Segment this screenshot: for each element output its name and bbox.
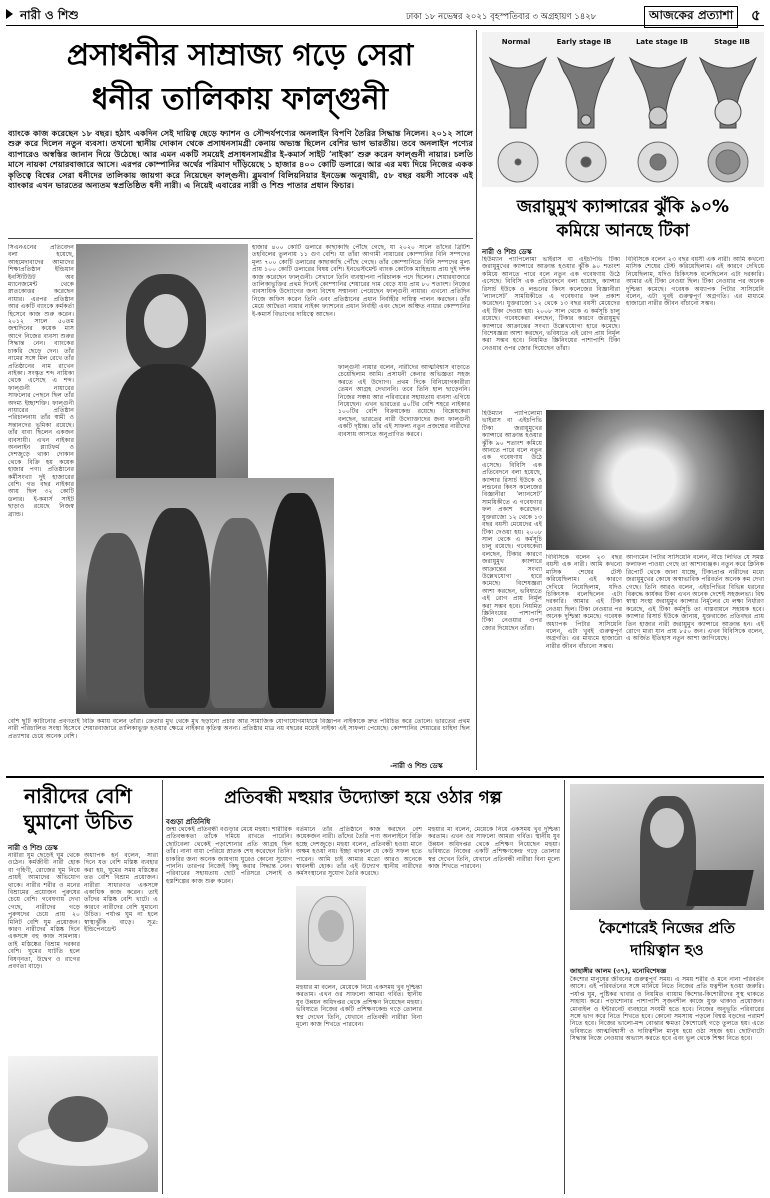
story3-headline-line2: ঘুমানো উচিত bbox=[23, 810, 133, 834]
story1-bottom-text: বেশি ছুটি কাটানোর প্রবণতাই বিক্রি কমায় বলেন তাঁরা। ক্রেতার মুখ থেকে মুখ ছড়ানো প্রচার আর সামাজিক যোগাযোগমাধ্যমে বিজ্ঞাপন নাইকাকে দ্রুত পরিচিত করে তোলে। ভারতের প্রথম নারী পরিচালিত সংস্থা হিসেবে শেয়ারবাজারে তালিকাভুক্ত হওয়ার ক্ষেত্রে নাইকার কৃতিত্ব অনন্য। প্রতিষ্ঠার মাত্র নয় বছরের মধ্যেই নাইকা এই সাফল্য পেয়েছে। কোম্পানির শেয়ারের চাহিদা ছিল প্রত্যাশার চেয়ে অনেক বেশি। bbox=[8, 718, 470, 740]
story4-column-c: মহুয়ার মা বলেন, মেয়েকে নিয়ে একসময় খুব দুশ্চিন্তা করতাম। এখন ওর সাফল্যে আমরা গর্বিত। স্থানীয় যুব উন্নয়ন অধিদপ্তর থেকে প্রশিক্ষণ নিয়েছেন মহুয়া। ভবিষ্যতে নিজের একটি প্রশিক্ষণকেন্দ্র গড়ে তোলার স্বপ্ন দেখেন তিনি, যেখানে প্রতিবন্ধী নারীরা বিনা মূল্যে কাজ শিখতে পারবেন। bbox=[428, 826, 560, 871]
story4-column-a: জন্ম থেকেই প্রতিবন্ধী বগুড়ার মেয়ে মহুয়া। শারীরিক প্রতিবন্ধকতা তাঁকে দমিয়ে রাখতে পারেনি। ছোটবেলা থেকেই পড়াশোনার প্রতি আগ্রহ ছিল তাঁর। নানা বাধা পেরিয়ে স্নাতক শেষ করেছেন তিনি। চাকরির জন্য অনেক জায়গায় ঘুরেও কোনো সুযোগ পাননি। তারপর নিজেই কিছু করার সিদ্ধান্ত নেন। পরিবারের সহায়তায় ছোট পরিসরে সেলাই ও হস্তশিল্পের কাজ শুরু করেন। bbox=[166, 826, 292, 885]
family-person-4 bbox=[268, 493, 326, 708]
column-divider bbox=[564, 780, 565, 1194]
teen-girl-photo bbox=[570, 784, 764, 910]
story2-column-d: বিবিসিকে বলেন ২৩ বছর বয়সী এক নারী। আমি কখনো মাসিক শেষের টেস্ট করিয়েছিলাম। এই কারণে দেখিয়ে নিয়েছিলাম, যদিও চিকিৎসক বলেছিলেন এটা দরকারি। আমার এই টিকা নেওয়া ছিল। টিকা নেওয়ার পর অনেক দুশ্চিন্তা কমেছে। গবেষক অধ্যাপক পিটার সাসিয়েনি বলেন, এটা খুবই গুরুত্বপূর্ণ অগ্রগতি। এর মাধ্যমে হাজারো নারীর জীবন বাঁচানো সম্ভব। bbox=[546, 554, 622, 650]
uterus-normal bbox=[490, 58, 546, 128]
lower-divider bbox=[6, 776, 764, 778]
story5-body: কৈশোর মানুষের জীবনের গুরুত্বপূর্ণ সময়। এ সময় শরীর ও মনে নানা পরিবর্তন আসে। এই পরিবর্তনের সঙ্গে মানিয়ে নিতে নিজের প্রতি যত্নশীল হওয়া জরুরি। পর্যাপ্ত ঘুম, পুষ্টিকর খাবার ও নিয়মিত ব্যায়াম কিশোর-কিশোরীদের সুস্থ থাকতে সাহায্য করে। পড়াশোনার পাশাপাশি সৃজনশীল কাজে যুক্ত থাকাও প্রয়োজন। মোবাইল ও ইন্টারনেট ব্যবহারে সংযমী হতে হবে। নিজের অনুভূতি পরিবারের সঙ্গে ভাগ করে নিতে শিখতে হবে। কোনো সমস্যায় পড়লে বিশ্বস্ত বড়দের পরামর্শ নিতে হবে। নিজের ভালো-মন্দ বোঝার ক্ষমতা কৈশোরেই গড়ে তুলতে হয়। এতে ভবিষ্যতে আত্মবিশ্বাসী ও দায়িত্বশীল মানুষ হয়ে ওঠা সহজ হয়। ছোটখাটো সিদ্ধান্ত নিজে নেওয়ার অভ্যাস করতে হবে এবং ভুল থেকে শিক্ষা নিতে হবে। bbox=[570, 976, 764, 1043]
paper-logo: আজকের প্রত্যাশা bbox=[644, 6, 738, 28]
column-divider bbox=[476, 30, 477, 770]
story2-column-a2: হিউম্যান প্যাপিলোমা ভাইরাস বা এইচপিভি টিকা জরায়ুমুখের ক্যান্সারে আক্রান্ত হওয়ার ঝুঁকি ৯০ শতাংশ কমিয়ে আনতে পারে বলে নতুন এক গবেষণায় উঠে এসেছে। বিবিসি এক প্রতিবেদনে বলা হয়েছে, ক্যান্সার রিসার্চ ইউকে ও লন্ডনের কিংস কলেজের বিজ্ঞানীরা ‘ল্যানসেট’ সাময়িকীতে এ গবেষণার ফল প্রকাশ করেছেন। যুক্তরাজ্যে ১২ থেকে ১৩ বছর বয়সী মেয়েদের এই টিকা দেওয়া হয়। ২০০৮ সাল থেকে এ কর্মসূচি চালু রয়েছে। গবেষকেরা বলছেন, টিকার কারণে জরায়ুমুখ ক্যান্সারে আক্রান্তের সংখ্যা উল্লেখযোগ্য হারে কমেছে। বিশেষজ্ঞরা আশা করছেন, ভবিষ্যতে এই রোগ প্রায় নির্মূল করা সম্ভব হবে। নিয়মিত স্ক্রিনিংয়ের পাশাপাশি টিকা নেওয়ার ওপর জোর দিয়েছেন তাঁরা। bbox=[482, 410, 542, 632]
story2-headline-line2: কমিয়ে আনছে টিকা bbox=[556, 221, 690, 241]
section-name: নারী ও শিশু bbox=[20, 8, 79, 22]
story5-headline-line1: কৈশোরেই নিজের প্রতি bbox=[598, 919, 736, 937]
story3-column-a: নারীরা ঘুম ছেড়েই ঘুম থেকে ওঠেন। কর্মজীবী নারী হোক বা গৃহিণী, রোজের ঘুম নিয়ে প্রায়ই আমাদের অভিযোগ থাকে। নারীর শরীর ও মনের বিশ্রামের প্রয়োজন পুরুষের চেয়ে বেশি। গবেষণায় দেখা গেছে, নারীদের গড়ে পুরুষদের চেয়ে প্রায় ২০ মিনিট বেশি ঘুম প্রয়োজন। কারণ নারীদের মস্তিষ্ক দিনে একসঙ্গে বহু কাজ সামলায়। তাই মস্তিষ্কের বিশ্রাম দরকার বেশি। ঘুমের ঘাটতি হলে বিষণ্নতা, উদ্বেগ ও রাগের প্রবণতা বাড়ে। bbox=[8, 852, 80, 971]
story2-headline-line1: জরায়ুমুখ ক্যান্সারের ঝুঁকি ৯০% bbox=[516, 197, 730, 217]
story1-right-column-2: ফাল্গুনী নায়ার বলেন, নারীদের আত্মবিশ্বাস বাড়াতে চেয়েছিলাম আমি। প্রসাধনী কেনার অভিজ্ঞতা সহজ করতে এই উদ্যোগ। প্রথম দিকে বিনিয়োগকারীরা তেমন আগ্রহ দেখাননি। তবে তিনি হাল ছাড়েননি। নিজের সঞ্চয় আর পরিবারের সহায়তায় ব্যবসা এগিয়ে নিয়েছেন। এখন ভারতের ৪০টির বেশি শহরে নাইকার ১০০টির বেশি বিক্রয়কেন্দ্র রয়েছে। বিশ্লেষকেরা বলছেন, ভারতের নারী উদ্যোক্তাদের জন্য ফাল্গুনী একটি দৃষ্টান্ত। তাঁর এই সাফল্য নতুন প্রজন্মের নারীদের ব্যবসায় আসতে অনুপ্রাণিত করবে। bbox=[338, 364, 470, 438]
portrait-face bbox=[144, 294, 188, 348]
dateline: ঢাকা ১৮ নভেম্বর ২০২১ বৃহস্পতিবার ৩ অগ্রহায়ণ ১৪২৮ bbox=[406, 12, 597, 22]
story1-left-column: সিএনএনের প্রতিবেদন বলা হয়েছে, আহমেদাবাদের আমাদের শিক্ষাপ্রতিষ্ঠান ইন্ডিয়ান ইনস্টিটিউট অব ম্যানেজমেন্ট থেকে স্নাতকোত্তর করেছেন নায়ার। এরপর প্রতিষ্ঠান আর একটি ব্যাংকে কর্মকর্তা হিসেবে কাজ শুরু করেন। ২০১২ সালে ৫০তম জন্মদিনের কয়েক মাস আগে নিজের ব্যবসা শুরুর সিদ্ধান্ত নেন। ব্যাংকের চাকরি ছেড়ে দেন। তাঁর নামের সঙ্গে মিল রেখে তাঁর প্রতিষ্ঠানের নাম রাখেন নাইকা। সংস্কৃত শব্দ নায়িকা থেকে এসেছে এ শব্দ। ফাল্গুনী নায়ারের সাফল্যের পেছনে ছিল তাঁর অদম্য ইচ্ছাশক্তি। ফাল্গুনী নায়ারের প্রতিষ্ঠান পরিচালনায় তাঁর স্বামী ও সন্তানদের ভূমিকা রয়েছে। তাঁর বাবা ছিলেন একজন ব্যবসায়ী। এখন নাইকার অনলাইন প্ল্যাটফর্ম ও দেশজুড়ে থাকা দোকান থেকে বিক্রি হয় কয়েক হাজার পণ্য। প্রতিষ্ঠানের কর্মীসংখ্যা দুই হাজারের বেশি। গত বছর নাইকার আয় ছিল ৩২ কোটি ডলার। ই-কমার্স সাইট ছাড়াও রয়েছে নিজস্ব ব্র্যান্ড। bbox=[8, 244, 74, 518]
portrait-body bbox=[116, 364, 216, 494]
mohua-portrait bbox=[296, 886, 366, 980]
story2-column-b: বিবিসিকে বলেন ২৩ বছর বয়সী এক নারী। আমি কখনো মাসিক শেষের টেস্ট করিয়েছিলাম। এই কারণে দেখিয়ে নিয়েছিলাম, যদিও চিকিৎসক বলেছিলেন এটা দরকারি। আমার এই টিকা নেওয়া ছিল। টিকা নেওয়ার পর অনেক দুশ্চিন্তা কমেছে। গবেষক অধ্যাপক পিটার সাসিয়েনি বলেন, এটা খুবই গুরুত্বপূর্ণ অগ্রগতি। এর মাধ্যমে হাজারো নারীর জীবন বাঁচানো সম্ভব। bbox=[626, 256, 764, 308]
story4-column-b: বর্তমানে তাঁর প্রতিষ্ঠানে কাজ করছেন বেশ কয়েকজন নারী। তাঁদের তৈরি পণ্য অনলাইনে বিক্রি হচ্ছে দেশজুড়ে। মহুয়া বলেন, প্রতিবন্ধী হওয়া মানে অক্ষম হওয়া নয়। ইচ্ছা থাকলে যে কেউ সফল হতে পারেন। আমি চাই আমার মতো আরও অনেকে স্বাবলম্বী হোক। তাঁর এই উদ্যোগ স্থানীয় নারীদের কর্মসংস্থানের সুযোগ তৈরি করেছে। bbox=[296, 826, 422, 878]
stage-label-late-ib: Late stage IB bbox=[635, 38, 689, 46]
story4-column-b2: মহুয়ার মা বলেন, মেয়েকে নিয়ে একসময় খুব দুশ্চিন্তা করতাম। এখন ওর সাফল্যে আমরা গর্বিত। স্থানীয় যুব উন্নয়ন অধিদপ্তর থেকে প্রশিক্ষণ নিয়েছেন মহুয়া। ভবিষ্যতে নিজের একটি প্রশিক্ষণকেন্দ্র গড়ে তোলার স্বপ্ন দেখেন তিনি, যেখানে প্রতিবন্ধী নারীরা বিনা মূল্যে কাজ শিখতে পারবেন। bbox=[296, 984, 422, 1029]
page-header bbox=[6, 4, 764, 26]
story3-byline: নারী ও শিশু ডেস্ক bbox=[8, 844, 58, 852]
uterus-diagrams bbox=[482, 50, 764, 187]
story1-headline-line1: প্রসাধনীর সাম্রাজ্য গড়ে সেরা bbox=[66, 38, 414, 73]
falguni-nayar-photo bbox=[76, 244, 248, 494]
story2-column-c: আগামেন পিটার সাসিয়েনি বলেন, নীচে লিখিত যে সমস্ত ফলাফল পাওয়া গেছে তা আশাব্যঞ্জক। নতুন করে ক্লিনিক রিপোর্ট থেকে জানা যাচ্ছে, টিকাপ্রাপ্ত নারীদের মধ্যে জরায়ুমুখের কোষে অস্বাভাবিক পরিবর্তন অনেক কম দেখা গেছে। তিনি আরও বলেন, এইচপিভির বিভিন্ন ধরনের বিরুদ্ধে কার্যকর টিকা এখন অনেক দেশেই সহজলভ্য। বিশ্ব স্বাস্থ্য সংস্থা জরায়ুমুখ ক্যান্সার নির্মূলের যে লক্ষ্য নির্ধারণ করেছে, এই টিকা কর্মসূচি তা বাস্তবায়নে সহায়ক হবে। ক্যান্সার রিসার্চ ইউকে জানায়, যুক্তরাজ্যে প্রতিবছর প্রায় তিন হাজার নারী জরায়ুমুখ ক্যান্সারে আক্রান্ত হন। এই রোগে মারা যান প্রায় ৮৫০ জন। এখন বিবিসিকে বলেন, এ অর্জিত ইতিহাস নতুন আশা জাগিয়েছে। bbox=[626, 554, 764, 643]
family-person-3 bbox=[210, 518, 268, 708]
story5-headline-line2: দায়িত্বান হও bbox=[630, 941, 704, 959]
uterus-late bbox=[630, 58, 686, 128]
laptop bbox=[686, 870, 754, 906]
sleeping-woman-photo bbox=[8, 1056, 158, 1192]
story1-headline-line2: ধনীর তালিকায় ফাল্গুনী bbox=[91, 82, 389, 117]
nayar-family-photo bbox=[76, 478, 334, 714]
section-arrow-icon bbox=[6, 9, 13, 19]
story1-credit: -নারী ও শিশু ডেস্ক bbox=[390, 762, 443, 770]
hpv-virus-image bbox=[546, 410, 764, 550]
family-person-2 bbox=[144, 508, 210, 708]
story2-column-a: হিউম্যান প্যাপিলোমা ভাইরাস বা এইচপিভি টিকা জরায়ুমুখের ক্যান্সারে আক্রান্ত হওয়ার ঝুঁকি ৯০ শতাংশ কমিয়ে আনতে পারে বলে নতুন এক গবেষণায় উঠে এসেছে। বিবিসি এক প্রতিবেদনে বলা হয়েছে, ক্যান্সার রিসার্চ ইউকে ও লন্ডনের কিংস কলেজের বিজ্ঞানীরা ‘ল্যানসেট’ সাময়িকীতে এ গবেষণার ফল প্রকাশ করেছেন। যুক্তরাজ্যে ১২ থেকে ১৩ বছর বয়সী মেয়েদের এই টিকা দেওয়া হয়। ২০০৮ সাল থেকে এ কর্মসূচি চালু রয়েছে। গবেষকেরা বলছেন, টিকার কারণে জরায়ুমুখ ক্যান্সারে আক্রান্তের সংখ্যা উল্লেখযোগ্য হারে কমেছে। বিশেষজ্ঞরা আশা করছেন, ভবিষ্যতে এই রোগ প্রায় নির্মূল করা সম্ভব হবে। নিয়মিত স্ক্রিনিংয়ের পাশাপাশি টিকা নেওয়ার ওপর জোর দিয়েছেন তাঁরা। bbox=[482, 256, 620, 352]
sleeper-head bbox=[48, 1096, 108, 1142]
face bbox=[318, 910, 344, 942]
story4-headline: প্রতিবন্ধী মহুয়ার উদ্যোক্তা হয়ে ওঠার গল্প bbox=[224, 788, 502, 808]
stage-label-normal: Normal bbox=[501, 38, 531, 46]
cervix-views bbox=[498, 142, 748, 182]
story3-headline-line1: নারীদের বেশি bbox=[24, 784, 132, 808]
girl-face bbox=[650, 808, 684, 848]
story1-right-column: হাজার ৪০০ কোটি ডলারে কাছাকাছি পৌঁছে গেছে, যা ২০২০ সালে তাঁদের ব্রিটিশ তহবিলের তুলনায় ১১ গুণ বেশি। যা তাঁরা আগামী নায়ারের কোম্পানির বিনি সম্পদের মূল্য ৭০০ কোটি ডলারের কাছাকাছি পৌঁছে গেছে। তাঁর কোম্পানিতে বিনি সম্পদের মূল্য প্রায় ১০০ কোটি ডলারের বিষয় বেশি। ইনভেস্টমেন্ট ব্যাংক কোটাক মাহিন্দ্রায় প্রায় দুই দশক কাজ করেছেন ফাল্গুনী। সেখানে তিনি ব্যবস্থাপনা পরিচালক পদে ছিলেন। শেয়ারবাজারে তালিকাভুক্তির প্রথম দিনেই কোম্পানির শেয়ারের দাম বেড়ে যায় প্রায় ৮০ শতাংশ। নিজের ব্যবসায়িক উদ্যোগের জন্য বিশেষ সম্মাননা পেয়েছেন ফাল্গুনী নায়ার। এখনো প্রতিদিন নিজে অফিস করেন তিনি এবং প্রতিষ্ঠানের প্রধান নির্বাহীর দায়িত্ব পালন করছেন। তাঁর মেয়ে আদ্বৈতা নায়ার নাইকা ফ্যাশনের প্রধান নির্বাহী এবং ছেলে অঞ্চিত নায়ার কোম্পানির ই-কমার্স বিভাগের দায়িত্বে আছেন। bbox=[252, 244, 470, 318]
cervix-stage-illustration bbox=[482, 32, 764, 187]
story5-byline: জাহাঙ্গীর আলম (৩৭), মনোবিশেষজ্ঞ bbox=[570, 967, 667, 975]
uterus-stage-iib bbox=[700, 58, 756, 128]
stage-label-iib: Stage IIB bbox=[714, 38, 750, 46]
family-person-1 bbox=[86, 533, 144, 703]
story4-byline: বগুড়া প্রতিনিধি bbox=[166, 818, 211, 826]
story1-intro: ব্যাংকে কাজ করেছেন ১৮ বছর। হঠাৎ একদিন সেই দায়িত্ব ছেড়ে ফ্যাশন ও সৌন্দর্যপণ্যের অনলাইন বিপণি তৈরির সিদ্ধান্ত নিলেন। ২০১২ সালে শুরু করে দিলেন নতুন ব্যবসা। তখনো স্থানীয় দোকান থেকে প্রসাধনসামগ্রী কেনায় অভ্যস্ত ছিলেন বেশির ভাগ ভারতীয়। তবে অনলাইন পণ্যের ব্যাপারেও অস্বস্তির জানান দিয়ে উঠেছে। আর এমন একটি সময়েই প্রসাধনসামগ্রীর ই-কমার্স সাইট ‘নাইকা’ শুরু করেন ফাল্গুনী নায়ার। চলতি মাসে নায়কা শেয়ারবাজারে আসে। এরপর কোম্পানির অর্থের পরিমাণ দাঁড়িয়েছে ১ হাজার ৪০০ কোটি ডলারে। আর এর মধ্য দিয়ে নিজের একক কৃতিত্বে বিশ্বের সেরা ধনীদের তালিকায় জায়গা করে নিয়েছেন ফাল্গুনী। ব্লুমবার্গ বিলিয়নিয়ার ইনডেক্স অনুযায়ী, ৫৮ বছর বয়সী সাবেক এই ব্যাংকার এখন ভারতের অন্যতম স্বপ্রতিষ্ঠিত ধনী নারী। এ নিয়েই এবারের নারী ও শিশু পাতার প্রধান ফিচার। bbox=[8, 128, 473, 191]
page-number: ৫ bbox=[751, 6, 761, 24]
story2-byline: নারী ও শিশু ডেস্ক bbox=[482, 248, 532, 256]
uterus-early bbox=[558, 58, 614, 128]
divider bbox=[8, 238, 473, 239]
column-divider bbox=[162, 780, 163, 1194]
stage-label-early-ib: Early stage IB bbox=[556, 38, 612, 46]
story3-column-b: অধ্যাপক হর্ন বলেন, সারা দিনে যত বেশি মস্তিষ্ক ব্যবহার করা হয়, ঘুমের সময় মস্তিষ্কের তত বেশি বিশ্রাম প্রয়োজন। নারীরা সাধারণত একসঙ্গে একাধিক কাজ করেন। তাই তাঁদের মস্তিষ্ক বেশি খাটে। এ কারণে নারীদের বেশি ঘুমানো উচিত। পর্যাপ্ত ঘুম না হলে স্বাস্থ্যঝুঁকি বাড়ে। সূত্র: ইন্ডিপেনডেন্ট bbox=[84, 852, 158, 934]
